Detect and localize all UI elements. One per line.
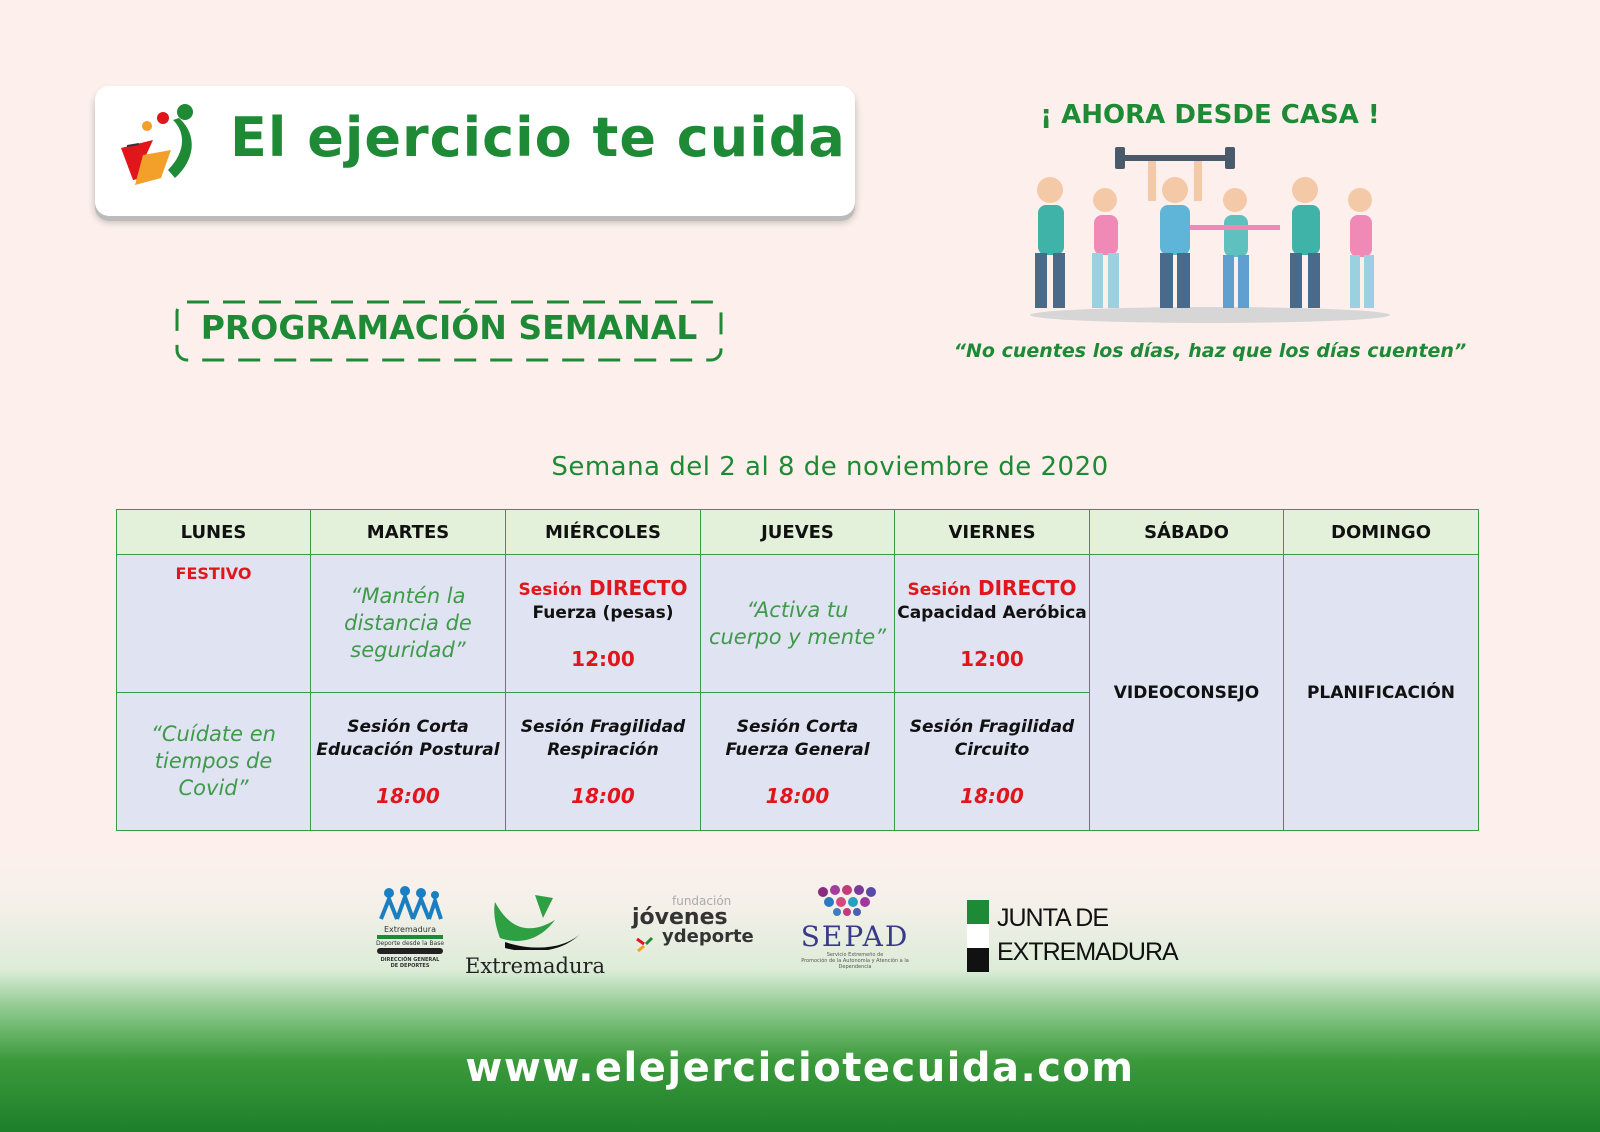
junta-extremadura-logo xyxy=(967,900,1178,975)
holiday-label: FESTIVO xyxy=(175,563,252,583)
tip-quote: “Activa tu cuerpo y mente” xyxy=(708,597,887,649)
live-session-label xyxy=(506,576,700,600)
live-session-label xyxy=(895,576,1089,600)
dgd-text-1: Extremadura xyxy=(384,925,436,934)
sepad-logo xyxy=(785,882,925,972)
day-header: LUNES xyxy=(117,510,311,555)
dgd-text-4: DE DEPORTES xyxy=(390,963,430,969)
website-url[interactable]: www.elejerciciotecuida.com xyxy=(465,1045,1135,1091)
saturday-cell xyxy=(1090,555,1284,831)
session-name: Fuerza General xyxy=(725,739,870,760)
wednesday-top-cell xyxy=(506,555,701,693)
sepad-dots-icon xyxy=(785,882,925,918)
day-header: MARTES xyxy=(311,510,506,555)
colorful-star-icon xyxy=(632,934,662,954)
black-bar xyxy=(377,948,443,954)
tip-quote: “Mantén la distancia de seguridad” xyxy=(344,584,472,662)
session-description: Capacidad Aeróbica xyxy=(897,603,1087,623)
logo-banner xyxy=(95,86,855,216)
tip-quote: “Cuídate en tiempos de Covid” xyxy=(151,722,276,800)
extremadura-bird-icon xyxy=(465,890,605,950)
exercise-logo-icon xyxy=(113,100,213,200)
live-word: DIRECTO xyxy=(978,576,1077,600)
fundacion-logo xyxy=(632,894,777,964)
session-time: 18:00 xyxy=(571,783,635,808)
dgd-text-3: DIRECCIÓN GENERAL xyxy=(380,957,440,963)
friday-bottom-cell xyxy=(895,693,1090,831)
weekly-program-label xyxy=(175,300,723,362)
session-name: Respiración xyxy=(547,739,659,760)
monday-bottom-cell xyxy=(117,693,311,831)
wednesday-bottom-cell xyxy=(506,693,701,831)
session-time: 12:00 xyxy=(960,647,1024,671)
week-title: Semana del 2 al 8 de noviembre de 2020 xyxy=(551,452,1109,482)
table-row xyxy=(117,555,1479,693)
session-name: Sesión Corta xyxy=(736,716,859,737)
video-tip-label: VIDEOCONSEJO xyxy=(1113,682,1260,703)
weekly-schedule-table xyxy=(116,509,1479,831)
day-header: MIÉRCOLES xyxy=(506,510,701,555)
session-description: Fuerza (pesas) xyxy=(532,603,674,623)
table-header-row xyxy=(117,510,1479,555)
people-icon xyxy=(375,885,445,921)
fundacion-big-text-1: jóvenes xyxy=(632,905,728,930)
session-name: Sesión Corta xyxy=(347,716,469,737)
tuesday-bottom-cell xyxy=(311,693,506,831)
friday-top-cell xyxy=(895,555,1090,693)
session-word: Sesión xyxy=(907,580,972,600)
exercising-seniors-illustration xyxy=(1020,145,1400,325)
day-header: JUEVES xyxy=(701,510,895,555)
day-header: SÁBADO xyxy=(1090,510,1284,555)
extremadura-logo xyxy=(465,890,605,980)
sepad-subtext-2: Promoción de la Autonomía y Atención a la Dependencia xyxy=(801,958,909,970)
logo-title: El ejercicio te cuida xyxy=(230,106,846,169)
flag-white xyxy=(967,924,989,948)
sponsor-logos xyxy=(375,880,1178,990)
sepad-text: SEPAD xyxy=(800,920,910,953)
session-name: Sesión Fragilidad xyxy=(909,716,1075,737)
sunday-cell xyxy=(1284,555,1479,831)
fundacion-small-text: fundación xyxy=(672,894,732,908)
session-name: Educación Postural xyxy=(316,739,500,760)
flag-black xyxy=(967,948,989,972)
session-word: Sesión xyxy=(518,580,583,600)
extremadura-text: Extremadura xyxy=(465,954,606,978)
live-word: DIRECTO xyxy=(589,576,688,600)
weekly-program-text: PROGRAMACIÓN SEMANAL xyxy=(200,308,698,347)
session-name: Sesión Fragilidad xyxy=(520,716,686,737)
session-time: 18:00 xyxy=(960,783,1024,808)
tuesday-top-cell xyxy=(311,555,506,693)
home-headline: ¡ AHORA DESDE CASA ! xyxy=(1040,100,1380,130)
session-name: Circuito xyxy=(954,739,1030,760)
motto-quote: “No cuentes los días, haz que los días cuenten” xyxy=(953,340,1467,362)
session-time: 18:00 xyxy=(376,783,440,808)
fundacion-big-text-2: ydeporte xyxy=(662,926,754,947)
dgd-text-2: Deporte desde la Base xyxy=(375,940,445,947)
thursday-bottom-cell xyxy=(701,693,895,831)
junta-text-1: JUNTA DE xyxy=(997,904,1108,932)
flag-green xyxy=(967,900,989,924)
sepad-subtext-1: Servicio Extremeño de xyxy=(826,952,884,958)
junta-text-2: EXTREMADURA xyxy=(997,938,1178,966)
thursday-top-cell xyxy=(701,555,895,693)
session-time: 18:00 xyxy=(765,783,830,808)
direccion-deportes-logo xyxy=(375,885,445,985)
monday-top-cell xyxy=(117,555,311,693)
day-header: DOMINGO xyxy=(1284,510,1479,555)
green-bar xyxy=(377,935,443,939)
session-time: 12:00 xyxy=(571,647,635,671)
planning-label: PLANIFICACIÓN xyxy=(1306,682,1456,703)
day-header: VIERNES xyxy=(895,510,1090,555)
